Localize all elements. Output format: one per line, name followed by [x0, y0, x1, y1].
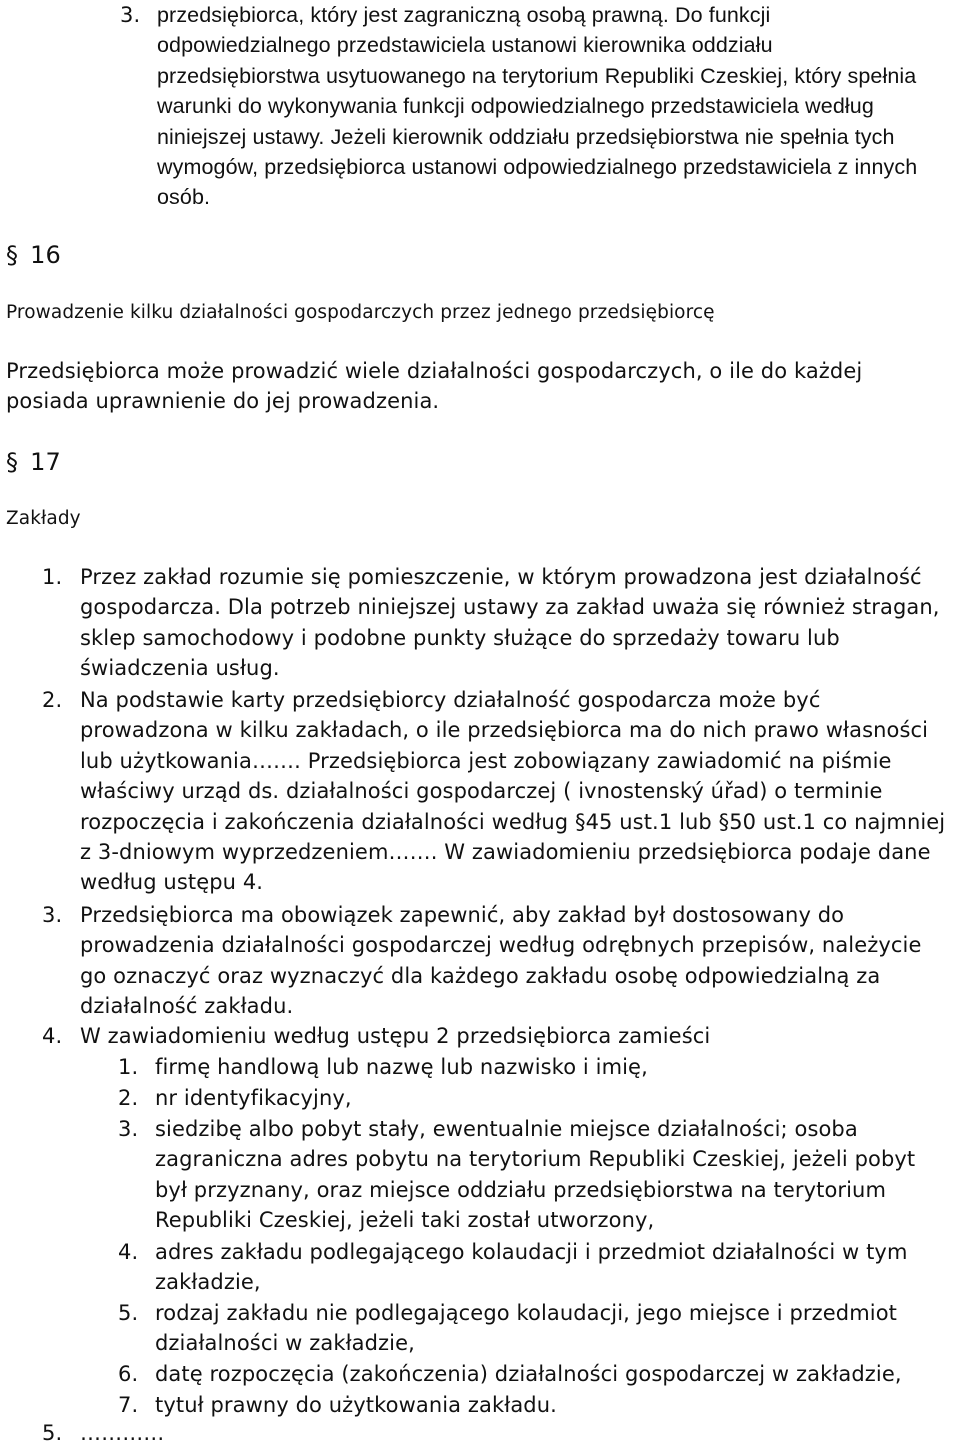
sub-item-text: datę rozpoczęcia (zakończenia) działalności gospodarczej w zakładzie, [155, 1362, 902, 1386]
sub-item-text: siedzibę albo pobyt stały, ewentualnie miejsce działalności; osoba zagraniczna adres pobytu na terytorium Republiki Czeskiej, jeżeli pobyt był przyznany, oraz miejsce oddziału przedsiębiorstwa na terytorium Republiki Czeskiej, jeżeli taki został utworzony, [155, 1117, 916, 1233]
item-number: 5. [42, 1421, 63, 1445]
item-number: 2. [42, 688, 63, 712]
sub-item-number: 2. [118, 1086, 139, 1110]
sub-item-number: 6. [118, 1362, 139, 1386]
sub-list-item [118, 1114, 952, 1236]
sub-item-number: 3. [118, 1117, 139, 1141]
item-text: Przez zakład rozumie się pomieszczenie, w którym prowadzona jest działalność gospodarcza. Dla potrzeb niniejszej ustawy za zakład uważa się również stragan, sklep samochodowy i podobne punkty służące do sprzedaży towaru lub świadczenia usług. [80, 565, 940, 681]
sub-item-number: 1. [118, 1055, 139, 1079]
sub-list-item [118, 1298, 952, 1359]
list-item [42, 900, 952, 1022]
section-16-body: Przedsiębiorca może prowadzić wiele działalności gospodarczych, o ile do każdej posiada uprawnienie do jej prowadzenia. [6, 359, 863, 414]
sub-item-text: adres zakładu podlegającego kolaudacji i przedmiot działalności w tym zakładzie, [155, 1240, 908, 1295]
sub-item-text: rodzaj zakładu nie podlegającego kolaudacji, jego miejsce i przedmiot działalności w zakładzie, [155, 1301, 897, 1356]
list-item [42, 1021, 952, 1051]
section-16-heading: Prowadzenie kilku działalności gospodarczych przez jednego przedsiębiorcę [6, 302, 715, 323]
sub-list-item [118, 1052, 952, 1082]
sub-item-text: firmę handlową lub nazwę lub nazwisko i imię, [155, 1055, 648, 1079]
sub-item-text: nr identyfikacyjny, [155, 1086, 352, 1110]
sub-list-item [118, 1083, 952, 1113]
sub-list-item [118, 1390, 952, 1420]
sub-item-number: 5. [118, 1301, 139, 1325]
item-text: przedsiębiorca, który jest zagraniczną osobą prawną. Do funkcji odpowiedzialnego przedstawiciela ustanowi kierownika oddziału przedsiębiorstwa usytuowanego na terytorium Republiki Czeskiej, który spełnia warunki do wykonywania funkcji odpowiedzialnego przedstawiciela według niniejszej ustawy. Jeżeli kierownik oddziału przedsiębiorstwa nie spełnia tych wymogów, przedsiębiorca ustanowi odpowiedzialnego przedstawiciela z innych osób. [157, 3, 918, 210]
item-number: 1. [42, 565, 63, 589]
section-number: 17 [30, 448, 61, 476]
section-symbol: § [6, 448, 19, 476]
item-number: 3. [42, 903, 63, 927]
item-text: Na podstawie karty przedsiębiorcy działalność gospodarcza może być prowadzona w kilku zakładach, o ile przedsiębiorca ma do nich prawo własności lub użytkowania……. Przedsiębiorca jest zobowiązany zawiadomić na piśmie właściwy urząd ds. działalności gospodarczej ( ivnostenský úřad) o terminie rozpoczęcia i zakończenia działalności według §45 ust.1 lub §50 ust.1 co najmniej z 3-dniowym wyprzedzeniem……. W zawiadomieniu przedsiębiorca podaje dane według ustępu 4. [80, 688, 946, 895]
list-item [120, 0, 920, 213]
item-number: 4. [42, 1024, 63, 1048]
item-text: Przedsiębiorca ma obowiązek zapewnić, aby zakład był dostosowany do prowadzenia działalności gospodarczej według odrębnych przepisów, należycie go oznaczyć oraz wyznaczyć dla każdego zakładu osobę odpowiedzialną za działalność zakładu. [80, 903, 922, 1019]
item-text: ………… [80, 1421, 165, 1445]
item-number: 3. [120, 3, 141, 27]
sub-item-number: 7. [118, 1393, 139, 1417]
list-item [42, 562, 952, 684]
item-text: W zawiadomieniu według ustępu 2 przedsiębiorca zamieści [80, 1024, 711, 1048]
section-17-heading: Zakłady [6, 508, 81, 529]
section-number: 16 [30, 241, 61, 269]
section-16-title [6, 240, 61, 270]
sub-item-number: 4. [118, 1240, 139, 1264]
sub-list-item [118, 1359, 952, 1389]
sub-item-text: tytuł prawny do użytkowania zakładu. [155, 1393, 557, 1417]
list-item [42, 1418, 952, 1448]
section-17-title [6, 447, 61, 477]
section-symbol: § [6, 241, 19, 269]
sub-list-item [118, 1237, 952, 1298]
list-item [42, 685, 952, 898]
